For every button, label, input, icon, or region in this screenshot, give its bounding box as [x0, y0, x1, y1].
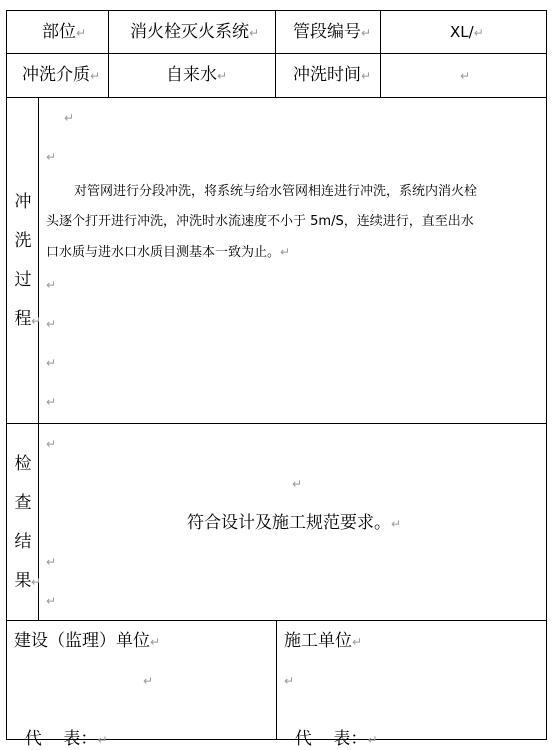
col-divider-1 [108, 10, 109, 98]
row-divider-3 [6, 423, 547, 424]
paragraph-mark: ↵ [292, 477, 303, 491]
paragraph-mark: ↵ [46, 356, 57, 370]
paragraph-mark: ↵ [64, 111, 75, 125]
value-flush-time: ↵ [460, 69, 471, 83]
footer-col-divider [276, 620, 277, 740]
label-flush-time: 冲洗时间↵ [293, 65, 372, 85]
label-flush-medium: 冲洗介质↵ [22, 65, 101, 85]
label-part: 部位↵ [42, 22, 87, 42]
paragraph-mark: ↵ [46, 150, 57, 164]
paragraph-mark: ↵ [46, 594, 57, 608]
paragraph-mark: ↵ [31, 575, 42, 589]
paragraph-mark: ↵ [46, 437, 57, 451]
value-part: 消火栓灭火系统↵ [130, 22, 260, 42]
paragraph-mark: ↵ [46, 395, 57, 409]
row-divider-2 [6, 97, 547, 98]
supervision-representative: 代 表：↵ [24, 729, 108, 749]
process-description: 对管网进行分段冲洗，将系统与给水管网相连进行冲洗，系统内消火栓 头逐个打开进行冲洗，冲洗时水流速度不小于 5m/S，连续进行，直至出水 口水质与进水口水质目测基本一致为止。↵ [46, 184, 478, 260]
paragraph-mark: ↵ [46, 278, 57, 292]
col-divider-3 [380, 10, 381, 98]
construction-supervision-unit: 建设（监理）单位↵ [14, 631, 161, 651]
construction-unit: 施工单位↵ [284, 631, 363, 651]
paragraph-mark: ↵ [46, 555, 57, 569]
label-col-divider [38, 97, 39, 621]
result-label: 检 查 结 果 [14, 454, 32, 591]
label-section-number: 管段编号↵ [293, 22, 372, 42]
paragraph-mark: ↵ [46, 317, 57, 331]
col-divider-2 [275, 10, 276, 98]
table-border-right [546, 10, 547, 740]
process-label: 冲 洗 过 程 [14, 192, 32, 329]
row-divider-1 [6, 53, 547, 54]
result-text: 符合设计及施工规范要求。↵ [187, 513, 402, 533]
construction-representative: 代 表：↵ [294, 729, 378, 749]
value-flush-medium: 自来水↵ [166, 65, 228, 85]
table-border-left [6, 10, 7, 740]
paragraph-mark: ↵ [31, 314, 42, 328]
table-border-top [6, 10, 547, 11]
value-section-number: XL/↵ [450, 23, 484, 41]
paragraph-mark: ↵ [143, 674, 154, 688]
paragraph-mark: ↵ [284, 674, 295, 688]
